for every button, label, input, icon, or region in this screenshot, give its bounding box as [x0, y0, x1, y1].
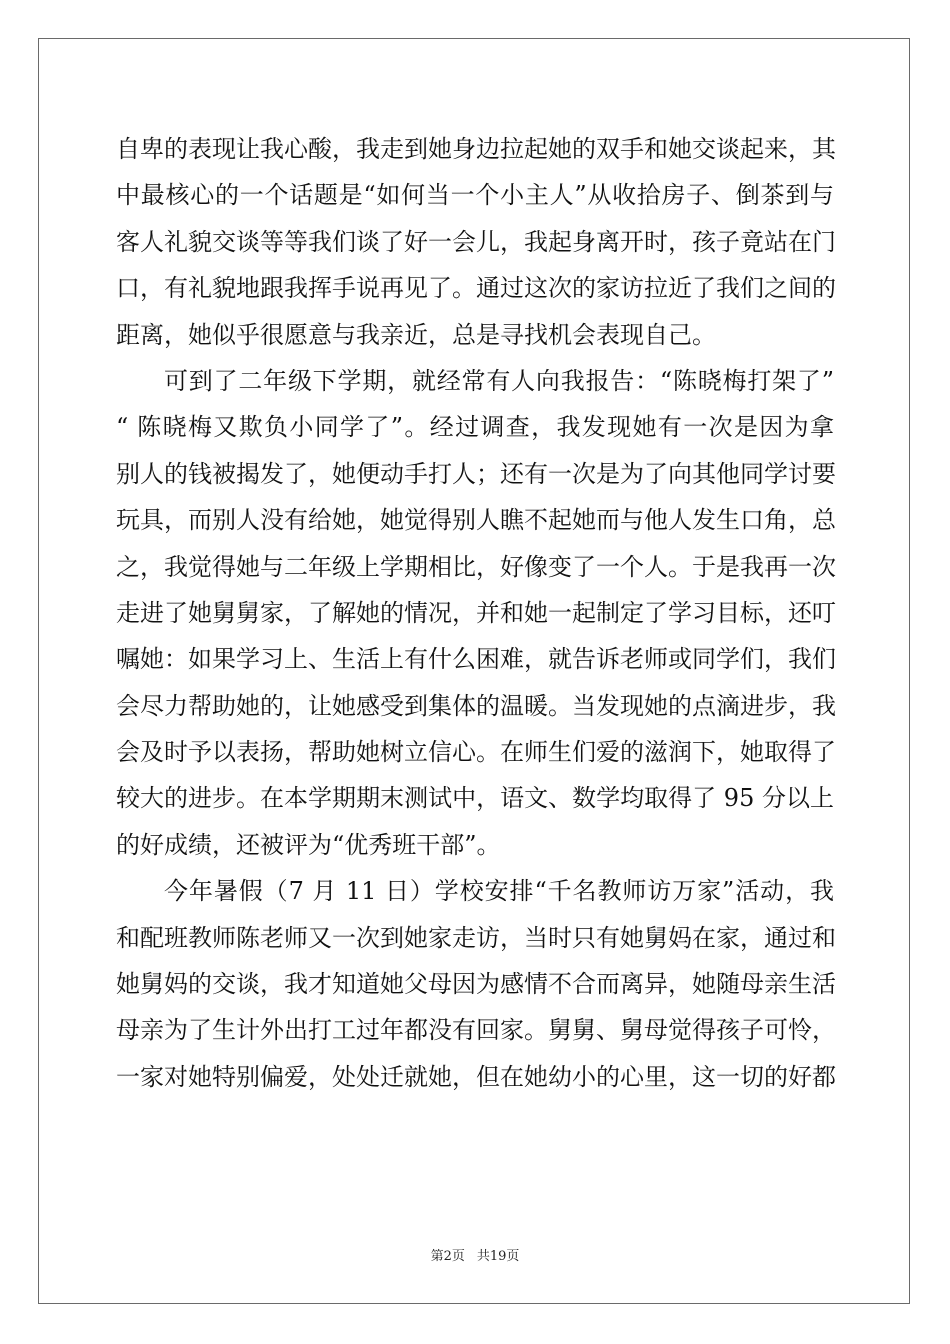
page-total: 共19页	[476, 1249, 520, 1264]
text-line: 玩具，而别人没有给她，她觉得别人瞧不起她而与他人发生口角，总	[116, 506, 836, 535]
paragraph-start-line: 可到了二年级下学期，就经常有人向我报告：“陈晓梅打架了”	[164, 366, 834, 395]
page-number: 第2页	[430, 1249, 465, 1264]
paragraph-start-line: 今年暑假（7 月 11 日）学校安排“千名教师访万家”活动，我	[164, 877, 834, 906]
text-line: 别人的钱被揭发了，她便动手打人；还有一次是为了向其他同学讨要	[116, 459, 836, 488]
text-line: 走进了她舅舅家，了解她的情况，并和她一起制定了学习目标，还叮	[116, 598, 836, 627]
text-line: 会及时予以表扬，帮助她树立信心。在师生们爱的滋润下，她取得了	[116, 738, 836, 767]
text-line: 一家对她特别偏爱，处处迁就她，但在她幼小的心里，这一切的好都	[116, 1062, 836, 1091]
text-line: 自卑的表现让我心酸，我走到她身边拉起她的双手和她交谈起来，其	[116, 135, 836, 163]
text-line: 口，有礼貌地跟我挥手说再见了。通过这次的家访拉近了我们之间的	[116, 274, 836, 303]
text-line: 母亲为了生计外出打工过年都没有回家。舅舅、舅母觉得孩子可怜，	[116, 1016, 836, 1045]
page-footer	[0, 1245, 950, 1264]
text-line: 距离，她似乎很愿意与我亲近，总是寻找机会表现自己。	[116, 320, 716, 349]
text-line: 较大的进步。在本学期期末测试中，语文、数学均取得了 95 分以上	[116, 784, 834, 813]
text-line: “ 陈晓梅又欺负小同学了”。经过调查，我发现她有一次是因为拿	[116, 413, 834, 442]
text-line: 客人礼貌交谈等等我们谈了好一会儿，我起身离开时，孩子竟站在门	[116, 227, 836, 256]
text-line: 嘱她：如果学习上、生活上有什么困难，就告诉老师或同学们，我们	[116, 645, 836, 674]
text-line: 和配班教师陈老师又一次到她家走访，当时只有她舅妈在家，通过和	[116, 923, 836, 952]
text-line: 中最核心的一个话题是“如何当一个小主人”从收拾房子、倒茶到与	[116, 181, 834, 210]
text-line: 她舅妈的交谈，我才知道她父母因为感情不合而离异，她随母亲生活	[116, 970, 836, 999]
text-line: 的好成绩，还被评为“优秀班干部”。	[116, 830, 501, 859]
text-line: 之，我觉得她与二年级上学期相比，好像变了一个人。于是我再一次	[116, 552, 836, 581]
document-body	[116, 126, 834, 1100]
text-line: 会尽力帮助她的，让她感受到集体的温暖。当发现她的点滴进步，我	[116, 691, 836, 720]
